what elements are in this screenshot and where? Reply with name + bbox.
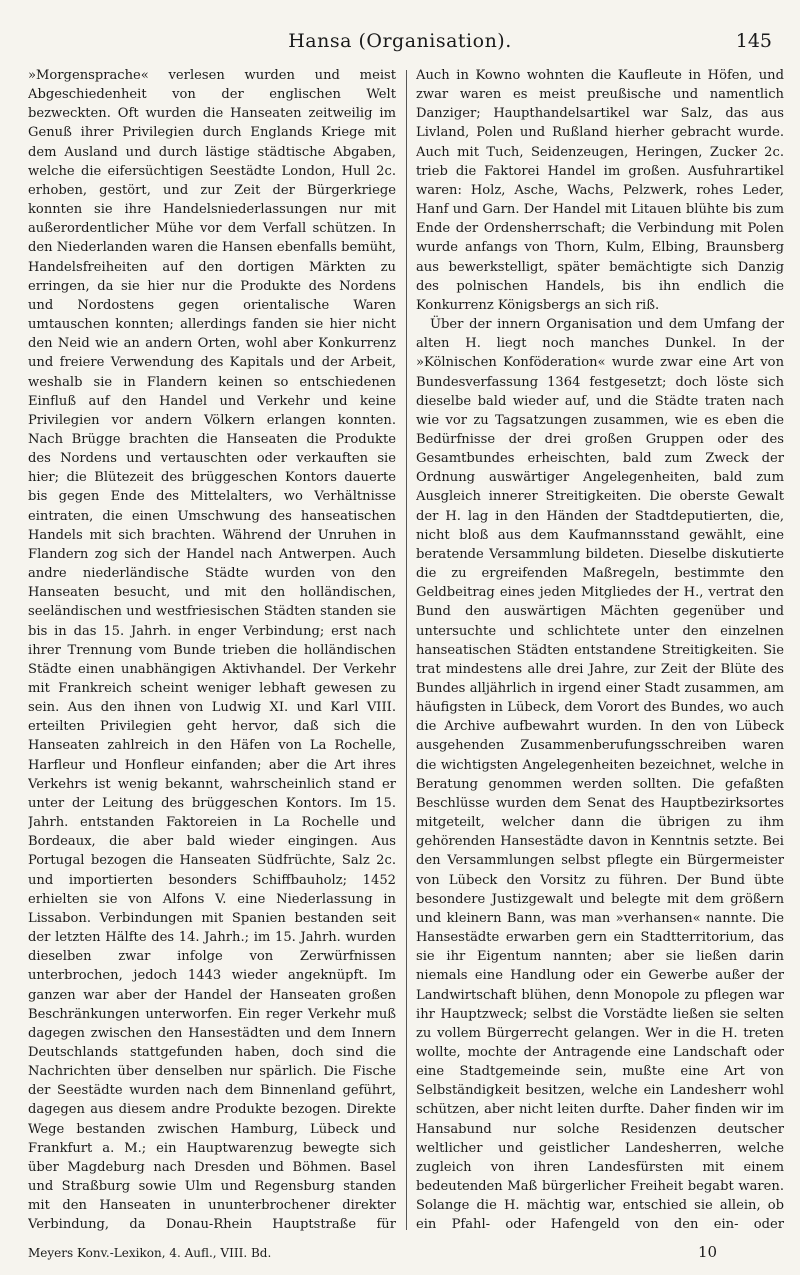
right-column-paragraph-1: Auch in Kowno wohnten die Kaufleute in Höfen, und zwar waren es meist preußische und namentlich Danziger; Haupthandelsartikel war Salz, das aus Livland, Polen und Rußland hierher gebracht wurde. Auch mit Tuch, Seidenzeugen, Heringen, Zucker 2c. trieb die Faktorei Handel im großen. Ausfuhrartikel waren: Holz, Asche, Wachs, Pelzwerk, rohes Leder, Hanf und Garn. Der Handel mit Litauen blühte bis zum Ende der Ordensherrschaft; die Verbindung mit Polen wurde anfangs von Thorn, Kulm, Elbing, Braunsberg aus bewerkstelligt, später bemächtigte sich Danzig des polnischen Handels, bis ihn endlich die Konkurrenz Königsbergs an sich riß. (416, 68, 784, 313)
left-column-text: »Morgensprache« verlesen wurden und meist Abgeschiedenheit von der englischen Welt bezweckten. Oft wurden die Hanseaten zeitweilig im Genuß ihrer Privilegien durch Englands Kriege mit dem Ausland und durch lästige städtische Abgaben, welche die eifersüchtigen Seestädte London, Hull 2c. erhoben, gestört, und zur Zeit der Bürgerkriege konnten sie ihre Handelsniederlassungen nur mit außerordentlicher Mühe vor dem Verfall schützen. In den Niederlanden waren die Hansen ebenfalls bemüht, Handelsfreiheiten auf den dortigen Märkten zu erringen, da sie hier nur die Produkte des Nordens und Nordostens gegen orientalische Waren umtauschen konnten; allerdings fanden sie hier nicht den Neid wie an andern Orten, wohl aber Konkurrenz und freiere Verwendung des Kapitals und der Arbeit, weshalb sie in Flandern keinen so entschiedenen Einfluß auf den Handel und Verkehr und keine Privilegien vor andern Völkern erlangen konnten. Nach Brügge brachten die Hanseaten die Produkte des Nordens und vertauschten oder verkauften sie hier; die Blütezeit des brüggeschen Kontors dauerte bis gegen Ende des Mittelalters, wo Verhältnisse eintraten, die einen Umschwung des hanseatischen Handels mit sich brachten. Während der Unruhen in Flandern zog sich der Handel nach Antwerpen. Auch andre niederländische Städte wurden von den Hanseaten besucht, und mit den holländischen, seeländischen und westfriesischen Städten standen sie bis in das 15. Jahrh. in enger Verbindung; erst nach ihrer Trennung vom Bunde trieben die holländischen Städte einen unabhängigen Aktivhandel. Der Verkehr mit Frankreich scheint weniger lebhaft gewesen zu sein. Aus den ihnen von Ludwig XI. und Karl VIII. erteilten Privilegien geht hervor, daß sich die Hanseaten zahlreich in den Häfen von La Rochelle, Harfleur und Honfleur einfanden; aber die Art ihres Verkehrs ist wenig bekannt, wahrscheinlich stand er unter der Leitung des brüggeschen Kontors. Im 15. Jahrh. entstanden Faktoreien in La Rochelle und Bordeaux, die aber bald wieder eingingen. Aus Portugal bezogen die Hanseaten Südfrüchte, Salz 2c. und importierten besonders Schiffbauholz; 1452 erhielten sie von Alfons V. eine Niederlassung in Lissabon. Verbindungen mit Spanien bestanden seit der letzten Hälfte des 14. Jahrh.; im 15. Jahrh. wurden dieselben zwar infolge von Zerwürfnissen unterbrochen, jedoch 1443 wieder angeknüpft. Im ganzen war aber der Handel der Hanseaten großen Beschränkungen unterworfen. Ein reger Verkehr muß dagegen zwischen den Hansestädten und dem Innern Deutschlands stattgefunden haben, doch sind die Nachrichten über denselben nur spärlich. Die Fische der Seestädte wurden nach dem Binnenland geführt, dagegen aus diesem andre Produkte bezogen. Direkte Wege bestanden zwischen Hamburg, Lübeck und Frankfurt a. M.; ein Hauptwarenzug bewegte sich über Magdeburg nach Dresden und Böhmen. Basel und Straßburg sowie Ulm und Regensburg standen mit den Hanseaten in ununterbrochener direkter Verbindung, da Donau-Rhein Hauptstraße für (28, 68, 396, 1233)
page-header (28, 30, 772, 56)
page-footer (28, 1243, 772, 1266)
left-column (28, 66, 396, 1236)
source-note: Meyers Konv.-Lexikon, 4. Aufl., VIII. Bd. (28, 1246, 272, 1260)
signature-mark: 10 (698, 1243, 718, 1261)
running-title: Hansa (Organisation). (288, 30, 512, 52)
page-number: 145 (735, 30, 772, 52)
right-column-paragraph-2: Über der innern Organisation und dem Umfang der alten H. liegt noch manches Dunkel. In der »Kölnischen Konföderation« wurde zwar eine Art von Bundesverfassung 1364 festgesetzt; doch löste sich dieselbe bald wieder auf, und die Städte traten nach wie vor zu Tagsatzungen zusammen, wie es eben die Bedürfnisse der drei großen Gruppen oder des Gesamtbundes erheischten, bald zum Zweck der Ordnung auswärtiger Angelegenheiten, bald zum Ausgleich innerer Streitigkeiten. Die oberste Gewalt der H. lag in den Händen der Stadtdeputierten, die, nicht bloß aus dem Kaufmannsstand gewählt, eine beratende Versammlung bildeten. Dieselbe diskutierte die zu ergreifenden Maßregeln, bestimmte den Geldbeitrag eines jeden Mitgliedes der H., vertrat den Bund den auswärtigen Mächten gegenüber und untersuchte und schlichtete unter den einzelnen hanseatischen Städten entstandene Streitigkeiten. Sie trat mindestens alle drei Jahre, zur Zeit der Blüte des Bundes alljährlich in irgend einer Stadt zusammen, am häufigsten in Lübeck, dem Vorort des Bundes, wo auch die Archive aufbewahrt wurden. In den von Lübeck ausgehenden Zusammenberufungsschreiben waren die wichtigsten Angelegenheiten bezeichnet, welche in Beratung genommen werden sollten. Die gefaßten Beschlüsse wurden dem Senat des Hauptbezirksortes mitgeteilt, welcher dann die übrigen zu ihm gehörenden Hansestädte davon in Kenntnis setzte. Bei den Versammlungen selbst pflegte ein Bürgermeister von Lübeck den Vorsitz zu führen. Der Bund übte besondere Justizgewalt und belegte mit dem größern und kleinern Bann, was man »verhansen« nannte. Die Hansestädte erwarben gern ein Stadtterritorium, das sie ihr Eigentum nannten; aber sie ließen darin niemals eine Handlung oder ein Gewerbe außer der Landwirtschaft blühen, denn Monopole zu pflegen war ihr Hauptzweck; selbst die Vorstädte ließen sie selten zu vollem Bürgerrecht gelangen. Wer in die H. treten wollte, mochte der Antragende eine Landschaft oder eine Stadtgemeinde sein, mußte eine Art von Selbständigkeit besitzen, welche ein Landesherr wohl schützen, aber nicht leiten durfte. Daher finden wir im Hansabund nur solche Residenzen deutscher weltlicher und geistlicher Landesherren, welche zugleich von ihren Landesfürsten mit einem bedeutenden Maß bürgerlicher Freiheit begabt waren. Solange die H. mächtig war, entschied sie allein, ob ein Pfahl- oder Hafengeld von den ein- oder (416, 317, 784, 1233)
column-divider (406, 70, 407, 1230)
right-column (416, 66, 784, 1236)
